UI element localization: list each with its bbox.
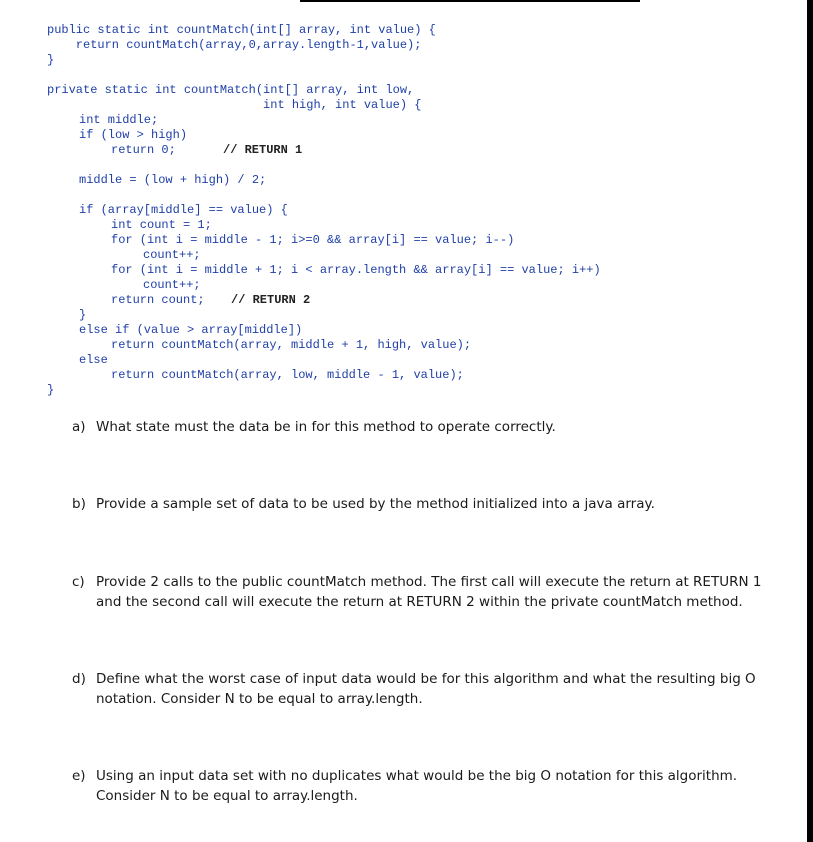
code-line: else if (value > array[middle]) — [79, 323, 303, 337]
top-border-line — [300, 0, 640, 2]
question-a — [72, 418, 772, 438]
code-line: for (int i = middle + 1; i < array.length && array[i] == value; i++) — [111, 263, 601, 277]
code-line: } — [79, 308, 87, 322]
question-letter: d) — [72, 671, 86, 687]
code-line: middle = (low + high) / 2; — [79, 173, 267, 187]
question-e — [72, 767, 772, 806]
code-line: private static int countMatch(int[] array, int low, — [47, 83, 415, 97]
question-letter: c) — [72, 574, 85, 590]
code-line: return 0; — [111, 143, 176, 157]
code-line: public static int countMatch(int[] array, int value) { — [47, 23, 436, 37]
code-line: count++; — [143, 278, 201, 292]
code-line: if (low > high) — [79, 128, 188, 142]
code-line: return count; — [111, 293, 205, 307]
question-text: Using an input data set with no duplicates what would be the big O notation for this algorithm. Consider N to be equal to array.length. — [96, 768, 738, 804]
question-b — [72, 495, 772, 515]
question-letter: b) — [72, 496, 86, 512]
code-line: int high, int value) { — [47, 98, 422, 112]
question-text: Provide 2 calls to the public countMatch method. The first call will execute the return at RETURN 1 and the second call will execute the return at RETURN 2 within the private countMatch method. — [96, 574, 762, 610]
code-line: int middle; — [79, 113, 159, 127]
code-line: return countMatch(array, low, middle - 1, value); — [111, 368, 464, 382]
question-letter: e) — [72, 768, 86, 784]
code-line: int count = 1; — [111, 218, 212, 232]
code-line: else — [79, 353, 108, 367]
code-line: } — [47, 383, 55, 397]
question-text: Define what the worst case of input data would be for this algorithm and what the resulting big O notation. Consider N to be equal to array.length. — [96, 671, 756, 707]
code-comment-return-1: // RETURN 1 — [223, 143, 303, 157]
code-line: count++; — [143, 248, 201, 262]
code-line: return countMatch(array,0,array.length-1,value); — [47, 38, 422, 52]
question-text: Provide a sample set of data to be used by the method initialized into a java array. — [96, 496, 655, 512]
question-d — [72, 670, 772, 709]
question-letter: a) — [72, 419, 86, 435]
code-line: return countMatch(array, middle + 1, high, value); — [111, 338, 472, 352]
question-c — [72, 573, 772, 612]
code-comment-return-2: // RETURN 2 — [231, 293, 311, 307]
right-border-line — [807, 0, 813, 842]
code-line: for (int i = middle - 1; i>=0 && array[i] == value; i--) — [111, 233, 515, 247]
question-text: What state must the data be in for this method to operate correctly. — [96, 419, 556, 435]
code-line: } — [47, 53, 55, 67]
code-line: if (array[middle] == value) { — [79, 203, 288, 217]
